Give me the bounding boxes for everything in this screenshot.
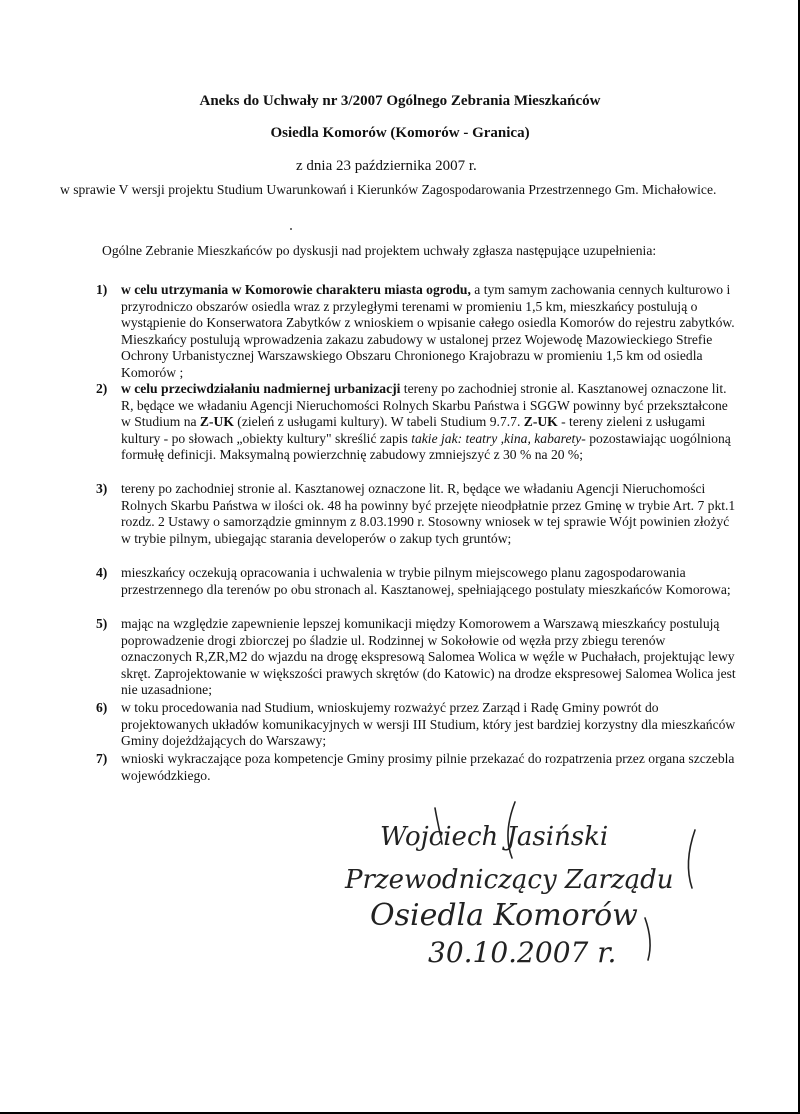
emphasis-text: Z-UK xyxy=(199,414,234,430)
list-item-number: 7) xyxy=(96,751,108,766)
list-item-text: tereny po zachodniej stronie al. Kasztanowej oznaczone lit. R, będące we władaniu Agencji Nieruchomości Rolnych Skarbu Państwa w ilości ok. 48 ha powinny być przejęte nieodpłatnie przez Gminę w trybie Art. 7 pkt.1 rozdz. 2 Ustawy o samorządzie gminnym z 8.03.1990 r. Stosowny wniosek w tej sprawie Wójt powinien złożyć w trybie pilnym, ubiegając starania developerów o zakup tych gruntów; xyxy=(121,481,736,546)
document-title: Aneks do Uchwały nr 3/2007 Ogólnego Zebrania Mieszkańców xyxy=(199,93,601,109)
list-item-number: 3) xyxy=(96,481,108,496)
body-text: a tym samym zachowania cennych kulturowo i przyrodniczo obszarów osiedla wraz z przyległymi terenami w promieniu 1,5 km, mieszkańcy postulują o wystąpienie do Konserwatora Zabytków z wnioskiem o wpisanie całego osiedla Komorów do rejestru zabytków. Mieszkańcy postulują wprowadzenia zakazu zabudowy w ustalonej przez Wojewodę Mazowieckiego Strefie Ochrony Urbanistycznej Warszawskiego Obszaru Chronionego Krajobrazu w promieniu 1,5 km od osiedla Komorów ; xyxy=(121,282,735,380)
signature-date: 30.10.2007 r. xyxy=(428,936,617,969)
signature-name: Wojciech Jasiński xyxy=(380,822,609,852)
list-item-number: 4) xyxy=(96,565,108,580)
list-item-text: w toku procedowania nad Studium, wnioskujemy rozważyć przez Zarząd i Radę Gminy powrót do projektowanych układów komunikacyjnych w wersji III Studium, który jest bardziej korzystny dla mieszkańców Gminy dojeżdżających do Warszawy; xyxy=(121,700,736,749)
list-item-text xyxy=(121,282,736,382)
body-text: (zieleń z usługami kultury). W tabeli Studium 9.7.7. xyxy=(233,414,524,430)
list-item-number: 2) xyxy=(96,381,108,396)
list-item-number: 5) xyxy=(96,616,108,631)
list-item-number: 1) xyxy=(96,282,108,297)
signature-flourish xyxy=(688,830,695,888)
body-text: pozostawiając uogólnioną formułę definicji. Maksymalną powierzchnię zabudowy zmniejszyć z 30 % na 20 %; xyxy=(121,430,731,463)
emphasis-text: w celu utrzymania w Komorowie charakteru miasta ogrodu, xyxy=(121,282,471,297)
italic-text: takie jak: teatry ,kina, kabarety- xyxy=(411,430,586,446)
document-date: z dnia 23 października 2007 r. xyxy=(296,158,477,174)
list-item-text: mieszkańcy oczekują opracowania i uchwalenia w trybie pilnym miejscowego planu zagospodarowania przestrzennego dla terenów po obu stronach al. Kasztanowej, spełniającego postulaty mieszkańców Komorowa; xyxy=(121,565,731,597)
list-item-text xyxy=(121,381,736,464)
signature-osiedle: Osiedla Komorów xyxy=(370,898,638,933)
list-item-text: wnioski wykraczające poza kompetencje Gminy prosimy pilnie przekazać do rozpatrzenia przez organa szczebla wojewódzkiego. xyxy=(121,751,735,783)
emphasis-text: Z-UK xyxy=(523,414,558,430)
list-item-text: mając na względzie zapewnienie lepszej komunikacji między Komorowem a Warszawą mieszkańcy postulują poprowadzenie drogi zbiorczej po śladzie ul. Rodzinnej w Sokołowie od węzła przy zbiegu terenów oznaczonych R,ZR,M2 do wjazdu na drogę ekspresową Salomea Wolica w węźle w Puchałach, projektując lewy skręt. Zaprojektowanie w większości prawych skrętów (do Katowic) na drodze ekspresowej Salomea Wolica jest nie uzasadnione; xyxy=(121,616,736,698)
emphasis-text: w celu przeciwdziałaniu nadmiernej urbanizacji xyxy=(121,381,401,396)
handwritten-signature xyxy=(340,800,720,970)
signature-flourish xyxy=(645,918,650,960)
document-subtitle: Osiedla Komorów (Komorów - Granica) xyxy=(270,125,530,141)
list-item-number: 6) xyxy=(96,700,108,715)
signature-function: Przewodniczący Zarządu xyxy=(345,865,674,895)
body-text: - tereny zieleni z usługami kultury - po słowach „obiekty kultury" skreślić zapis xyxy=(121,414,706,446)
body-text: tereny po zachodniej stronie al. Kasztanowej oznaczone lit. R, będące we władaniu Agencji Nieruchomości Rolnych Skarbu Państwa i SGGW powinny być przekształcone w Studium na xyxy=(121,381,728,430)
scan-speck xyxy=(290,228,292,230)
document-subject: w sprawie V wersji projektu Studium Uwarunkowań i Kierunków Zagospodarowania Przestrzennego Gm. Michałowice. xyxy=(60,182,717,197)
document-intro: Ogólne Zebranie Mieszkańców po dyskusji nad projektem uchwały zgłasza następujące uzupełnienia: xyxy=(102,243,657,258)
